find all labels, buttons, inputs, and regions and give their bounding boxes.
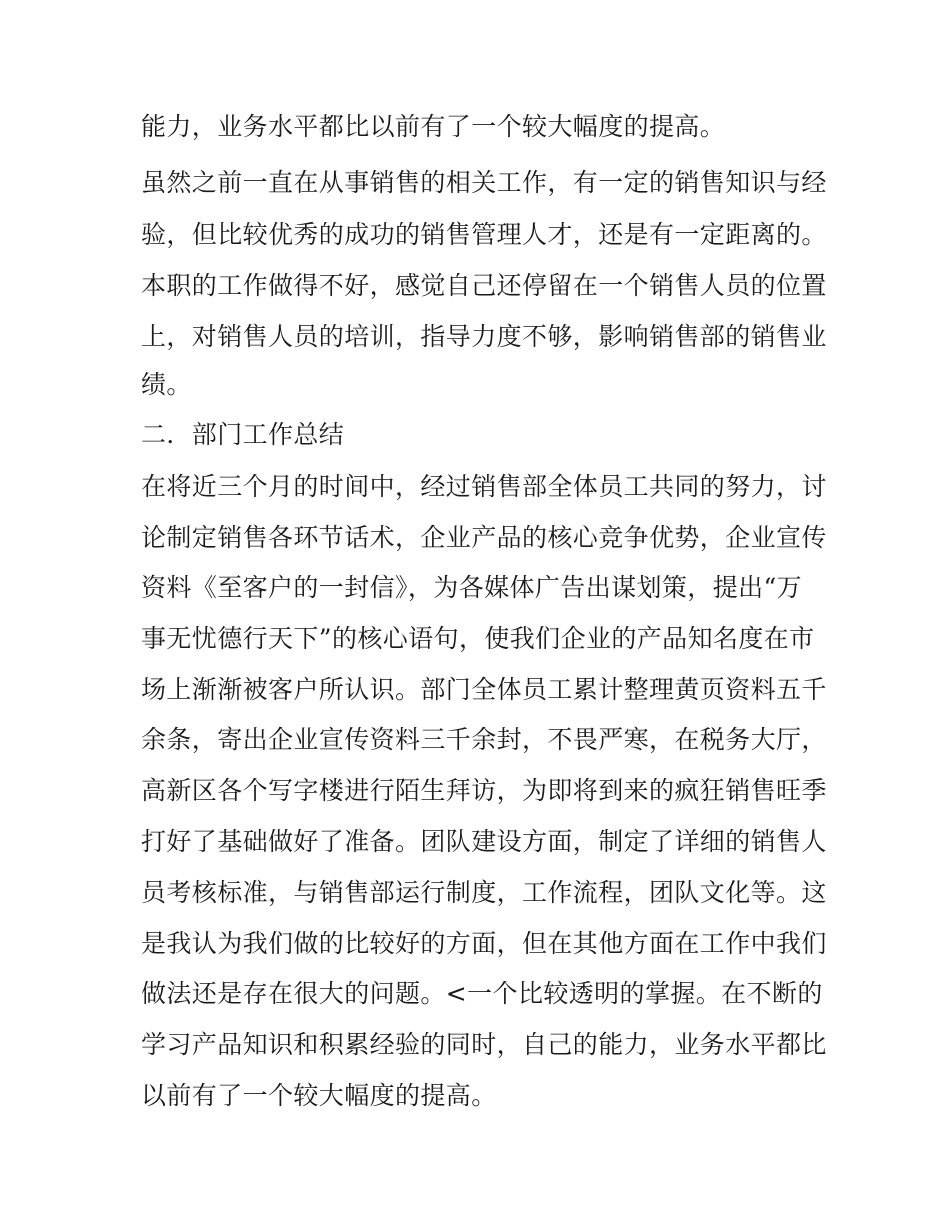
text-line: 事无忧德行天下”的核心语句，使我们企业的产品知名度在市 <box>141 624 815 653</box>
text-line: 绩。 <box>141 370 192 399</box>
text-line: 员考核标准，与销售部运行制度，工作流程，团队文化等。这 <box>141 878 827 907</box>
text-line: 上，对销售人员的培训，指导力度不够，影响销售部的销售业 <box>141 322 827 351</box>
text-line: 在将近三个月的时间中，经过销售部全体员工共同的努力，讨 <box>141 472 827 501</box>
text-line: 能力，业务水平都比以前有了一个较大幅度的提高。 <box>141 112 726 141</box>
text-line: 是我认为我们做的比较好的方面，但在其他方面在工作中我们 <box>141 929 827 958</box>
text-line: 以前有了一个较大幅度的提高。 <box>141 1081 497 1110</box>
text-line: 本职的工作做得不好，感觉自己还停留在一个销售人员的位置 <box>141 271 827 300</box>
text-line: 验，但比较优秀的成功的销售管理人才，还是有一定距离的。 <box>141 220 827 249</box>
text-line: 做法还是存在很大的问题。<一个比较透明的掌握。在不断的 <box>141 979 823 1008</box>
text-line: 虽然之前一直在从事销售的相关工作，有一定的销售知识与经 <box>141 168 827 197</box>
text-line: 资料《至客户的一封信》，为各媒体广告出谋划策，提出“万 <box>141 573 803 602</box>
section-heading: 二．部门工作总结 <box>141 420 345 449</box>
text-line: 场上渐渐被客户所认识。部门全体员工累计整理黄页资料五千 <box>141 675 827 704</box>
text-line: 高新区各个写字楼进行陌生拜访，为即将到来的疯狂销售旺季 <box>141 776 827 805</box>
text-line: 打好了基础做好了准备。团队建设方面，制定了详细的销售人 <box>141 827 827 856</box>
text-line: 论制定销售各环节话术，企业产品的核心竞争优势，企业宣传 <box>141 523 827 552</box>
text-line: 余条，寄出企业宣传资料三千余封，不畏严寒，在税务大厅， <box>141 725 827 754</box>
text-line: 学习产品知识和积累经验的同时，自己的能力，业务水平都比 <box>141 1030 827 1059</box>
